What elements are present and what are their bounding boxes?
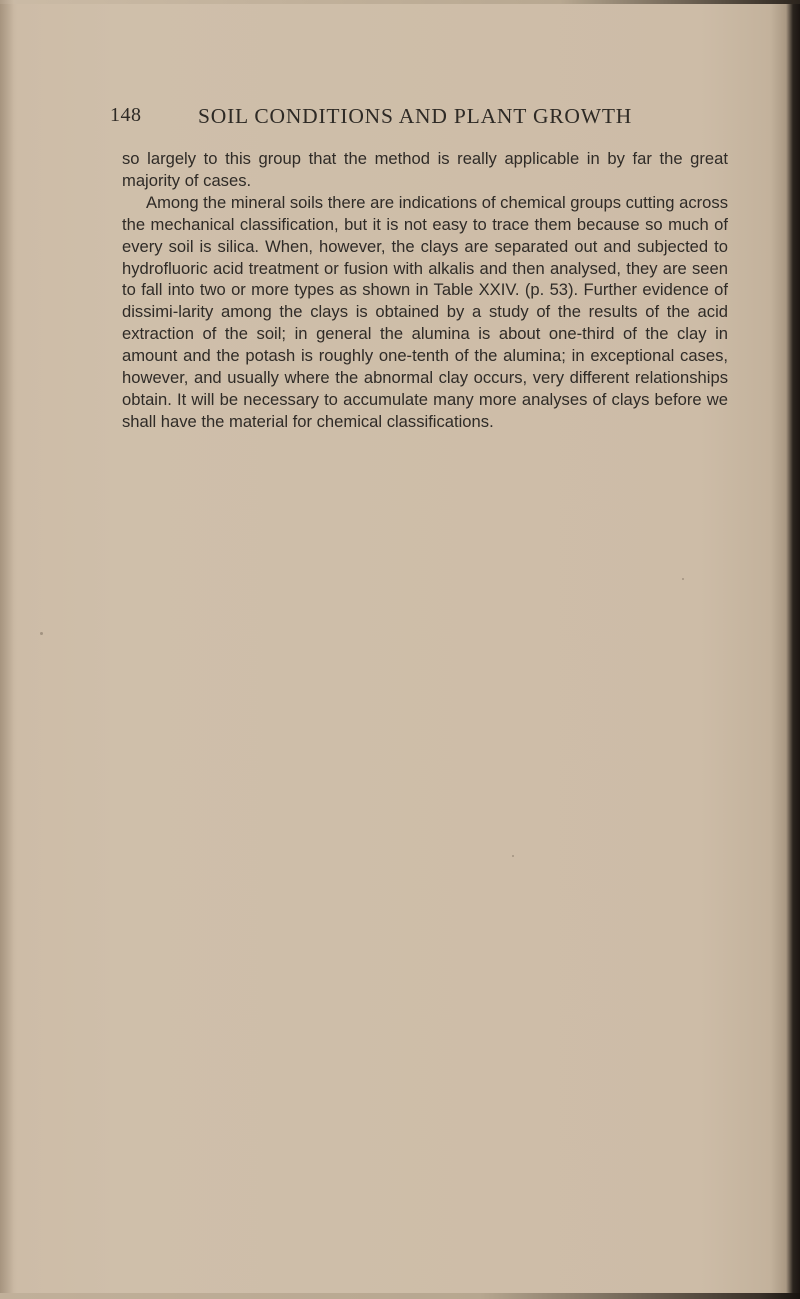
- page-top-edge: [0, 0, 800, 4]
- paper-speck: [40, 632, 43, 635]
- page-number: 148: [110, 104, 142, 126]
- body-text: [122, 148, 728, 433]
- page-bottom-edge: [0, 1293, 800, 1299]
- paragraph-continuation: so largely to this group that the method is really applicable in by far the great majority of cases.: [122, 149, 728, 190]
- running-head: [110, 104, 670, 134]
- page-left-shadow: [0, 0, 14, 1299]
- paper-speck: [512, 855, 514, 857]
- paper-speck: [682, 578, 684, 580]
- paragraph-chemical-groups: Among the mineral soils there are indications of chemical groups cutting across the mechanical classification, but it is not easy to trace them because so much of every soil is silica. When, however, the clays are separated out and subjected to hydrofluoric acid treatment or fusion with alkalis and then analysed, they are seen to fall into two or more types as shown in Table XXIV. (p. 53). Further evidence of dissimi-larity among the clays is obtained by a study of the results of the acid extraction of the soil; in general the alumina is about one-third of the clay in amount and the potash is roughly one-tenth of the alumina; in exceptional cases, however, and usually where the abnormal clay occurs, very different relationships obtain. It will be necessary to accumulate many more analyses of clays before we shall have the material for chemical classifications.: [122, 192, 728, 431]
- running-title: SOIL CONDITIONS AND PLANT GROWTH: [198, 104, 633, 128]
